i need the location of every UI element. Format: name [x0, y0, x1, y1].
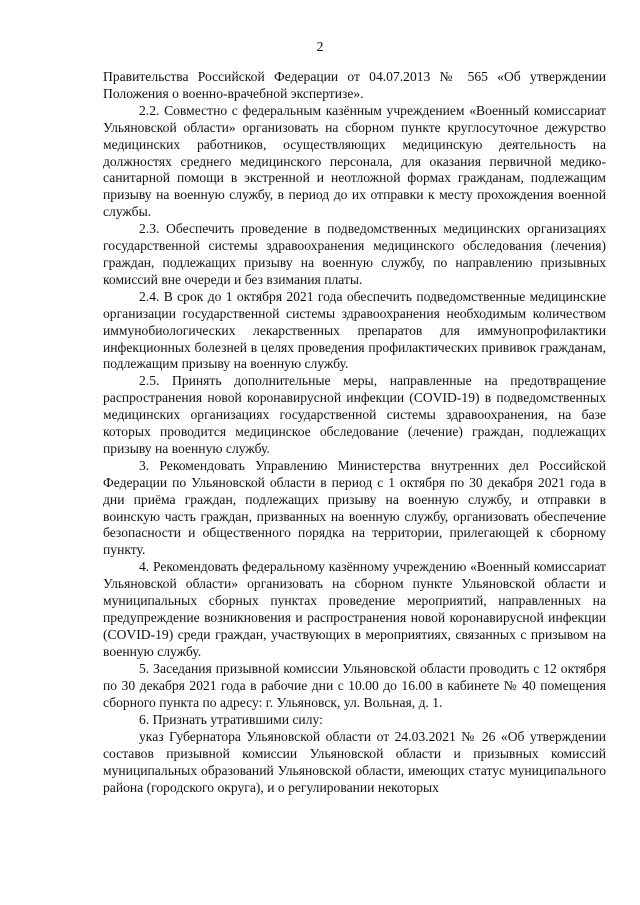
document-body — [103, 69, 606, 797]
paragraph-4: 4. Рекомендовать федеральному казённому учреждению «Военный комиссариат Ульяновской области» организовать на сборном пункте Ульяновской области и муниципальных сборных пунктах проведение мероприятий, направленных на предупреждение возникновения и распространения новой коронавирусной инфекции (COVID-19) среди граждан, участвующих в мероприятиях, связанных с призывом на военную службу. — [103, 559, 606, 659]
paragraph-5: 5. Заседания призывной комиссии Ульяновской области проводить с 12 октября по 30 декабря 2021 года в рабочие дни с 10.00 до 16.00 в кабинете № 40 помещения сборного пункта по адресу: г. Ульяновск, ул. Вольная, д. 1. — [103, 660, 606, 710]
paragraph-2-3: 2.3. Обеспечить проведение в подведомственных медицинских организациях государственной системы здравоохранения медицинского обследования (лечения) граждан, подлежащих призыву на военную службу, по направлению призывных комиссий вне очереди и без взимания платы. — [103, 221, 606, 287]
paragraph-continuation: Правительства Российской Федерации от 04.07.2013 № 565 «Об утверждении Положения о военно-врачебной экспертизе». — [103, 69, 606, 101]
paragraph-6-item: указ Губернатора Ульяновской области от 24.03.2021 № 26 «Об утверждении составов призывной комиссии Ульяновской области и призывных комиссий муниципальных образований Ульяновской области, имеющих статус муниципального района (городского округа), и о регулировании некоторых — [103, 729, 606, 796]
page-number: 2 — [316, 40, 324, 55]
paragraph-2-5: 2.5. Принять дополнительные меры, направленные на предотвращение распространения новой коронавирусной инфекции (COVID-19) в подведомственных медицинских организациях государственной системы здравоохранения, на базе которых проводится медицинское обследование (лечение) граждан, подлежащих призыву на военную службу. — [103, 373, 606, 456]
paragraph-2-4: 2.4. В срок до 1 октября 2021 года обеспечить подведомственные медицинские организации государственной системы здравоохранения необходимым количеством иммунобиологических лекарственных препаратов для иммунопрофилактики инфекционных болезней в целях проведения профилактических прививок гражданам, подлежащим призыву на военную службу. — [103, 288, 606, 372]
paragraph-2-2: 2.2. Совместно с федеральным казённым учреждением «Военный комиссариат Ульяновской области» организовать на сборном пункте круглосуточное дежурство медицинских работников, осуществляющих медицинскую деятельность на должностях среднего медицинского персонала, для оказания первичной медико-санитарной помощи в экстренной и неотложной формах гражданам, подлежащим призыву на военную службу, в период до их отправки к месту прохождения военной службы. — [103, 102, 606, 220]
paragraph-6: 6. Признать утратившими силу: — [139, 712, 323, 728]
paragraph-3: 3. Рекомендовать Управлению Министерства внутренних дел Российской Федерации по Ульяновской области в период с 1 октября по 30 декабря 2021 года в дни приёма граждан, подлежащих призыву на военную службу, и отправки в воинскую часть граждан, призванных на военную службу, организовать обеспечение безопасности и общественного порядка на территории, прилегающей к сборному пункту. — [103, 457, 606, 558]
